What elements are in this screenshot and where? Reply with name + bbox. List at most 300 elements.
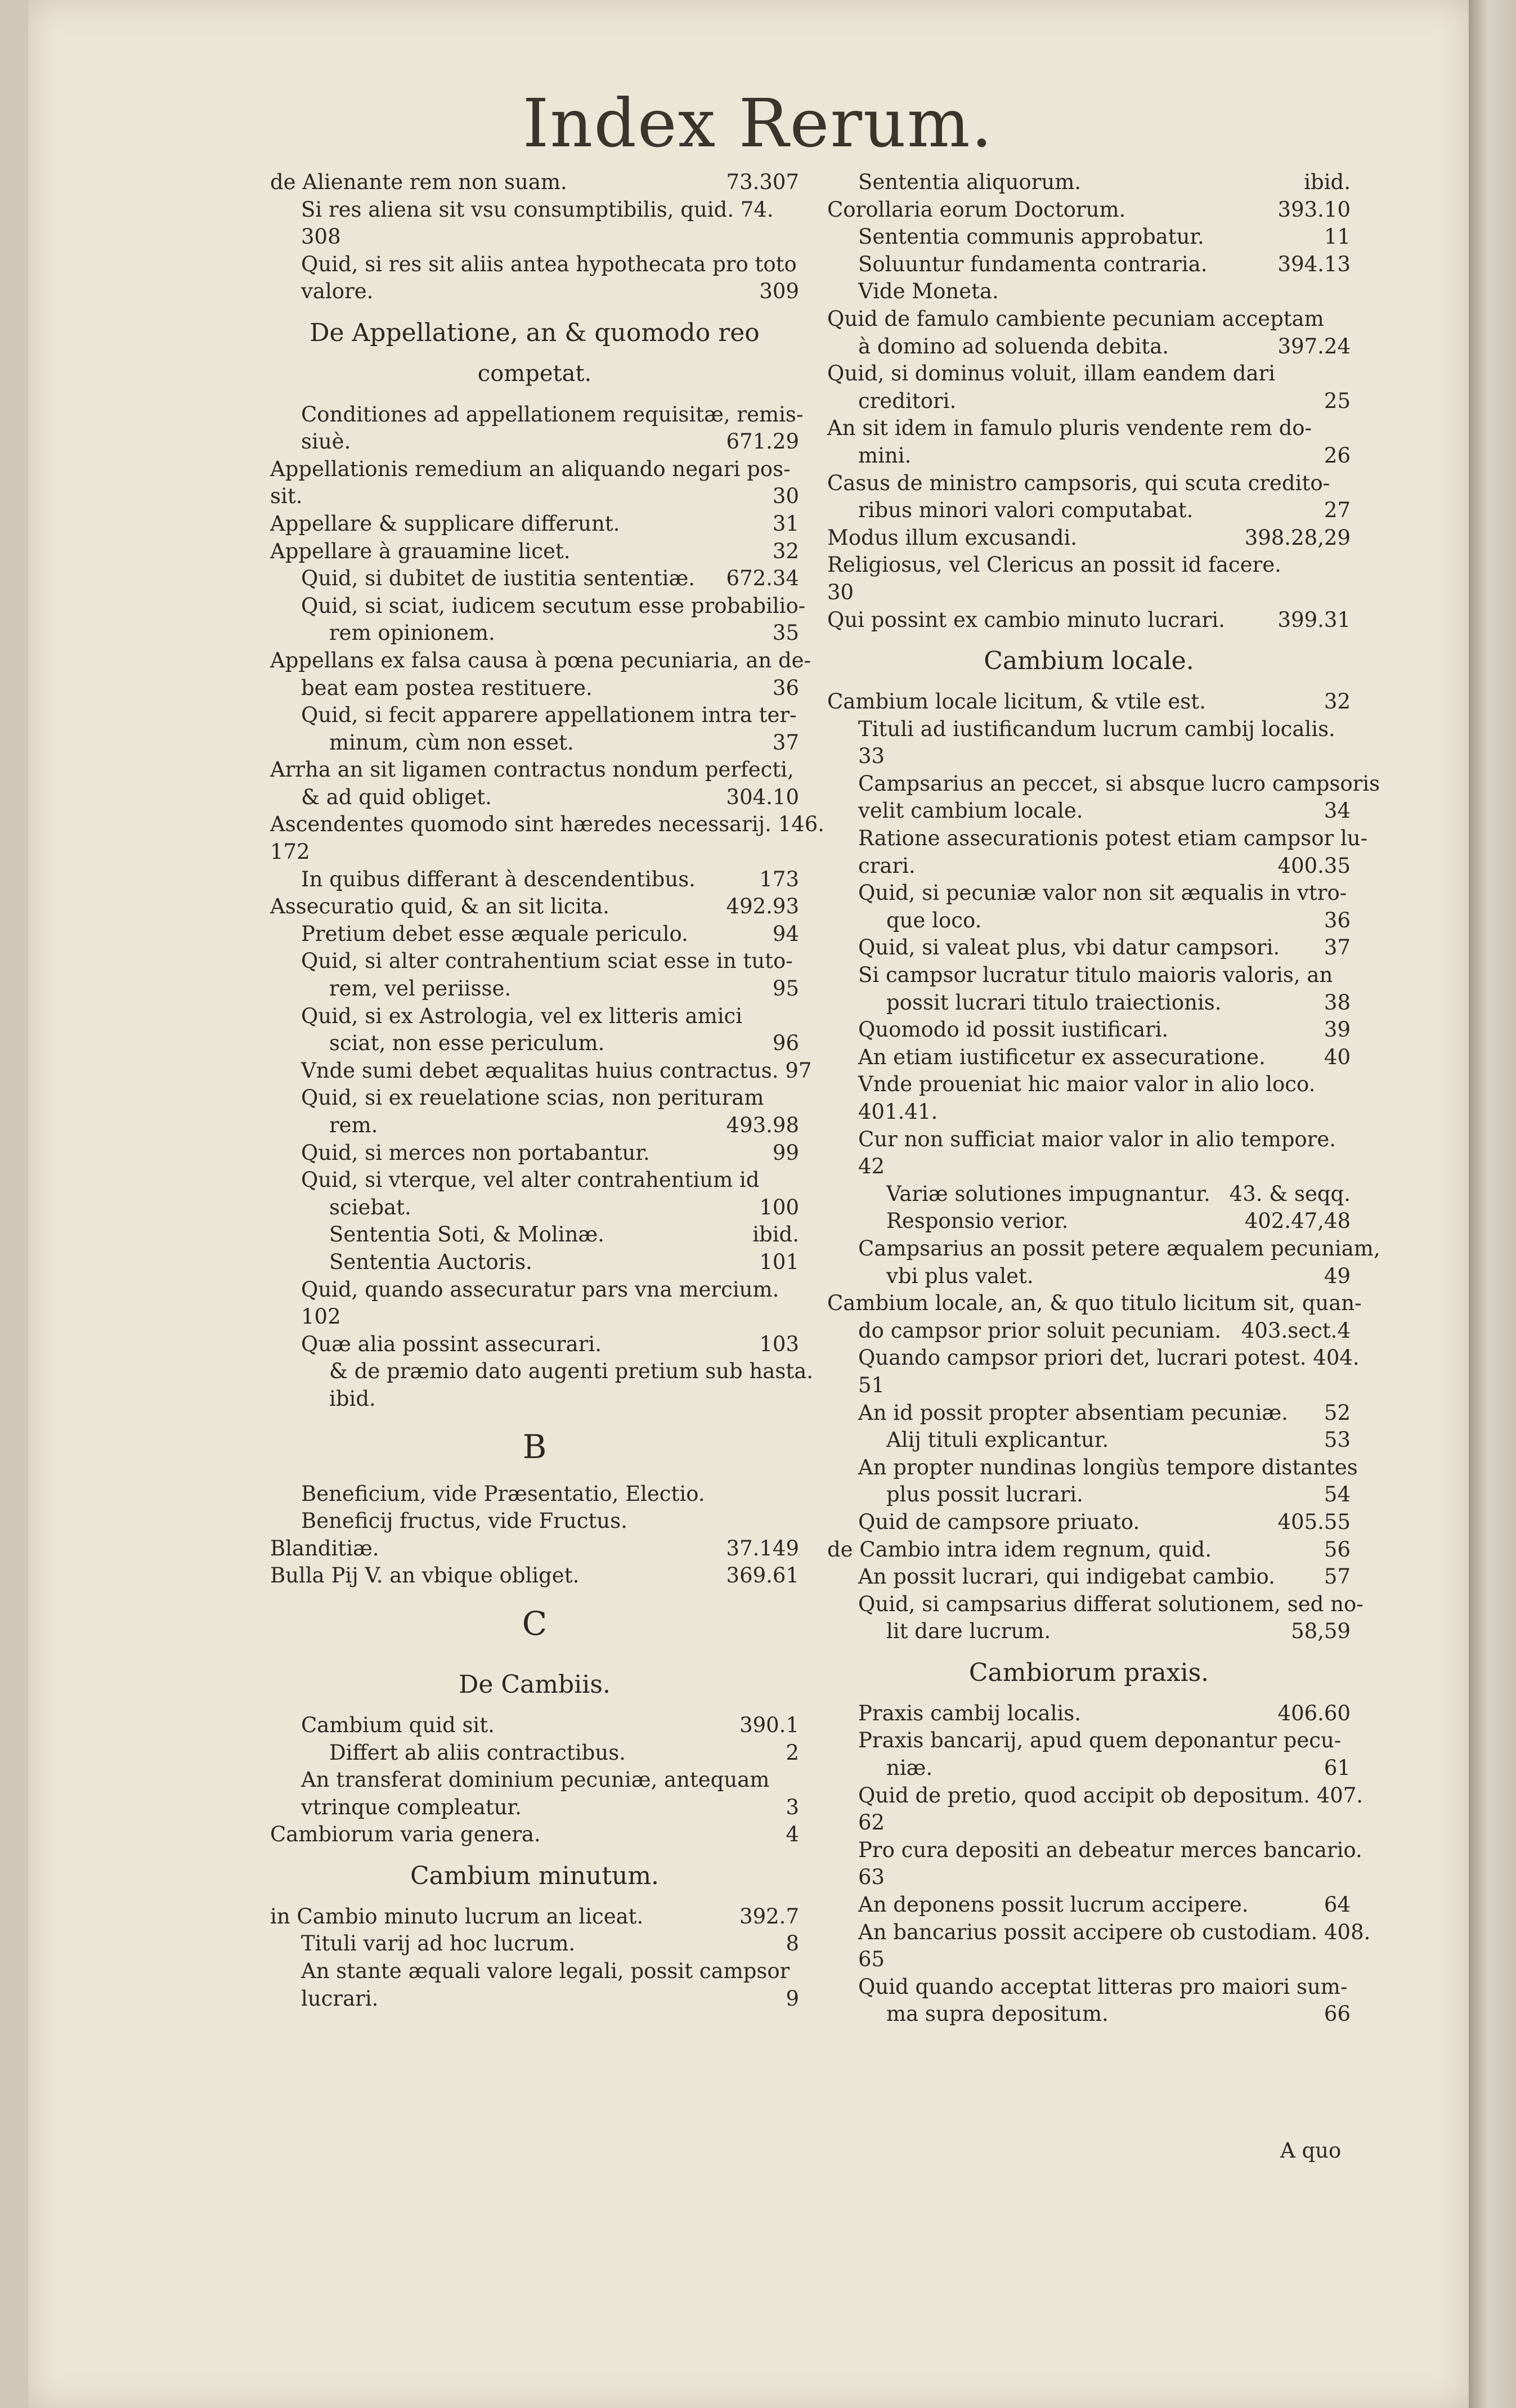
entry-text: ribus minori valori computabat. (858, 498, 1194, 523)
entry-text: Cambium quid sit. (301, 1712, 495, 1737)
entry-text: de Alienante rem non suam. (270, 170, 567, 194)
entry-page-ref: 96 (772, 1031, 799, 1056)
entry-text: 42 (858, 1154, 885, 1179)
entry-text: Quid, si dominus voluit, illam eandem dari (827, 361, 1276, 386)
entry-page-ref: 397.24 (1277, 334, 1351, 358)
entry-text: Corollaria eorum Doctorum. (827, 197, 1126, 222)
index-entry (827, 388, 1351, 415)
index-entry (270, 278, 799, 306)
index-entry (827, 524, 1351, 552)
index-entry (827, 1317, 1351, 1345)
entry-text: Beneficium, vide Præsentatio, Electio. (301, 1481, 705, 1506)
entry-text: siuè. (301, 429, 351, 454)
entry-text: Quid, si campsarius differat solutionem, sed no- (858, 1591, 1363, 1616)
entry-text: ma supra depositum. (886, 2002, 1109, 2026)
index-entry (827, 223, 1351, 251)
index-entry (270, 1331, 799, 1358)
entry-text: Appellare & supplicare differunt. (270, 511, 620, 536)
entry-text: Quid, si ex reuelatione scias, non perituram (301, 1086, 764, 1110)
index-entry (827, 907, 1351, 935)
entry-text: Campsarius an possit petere æqualem pecuniam, (858, 1236, 1380, 1261)
entry-text: Praxis cambij localis. (858, 1701, 1082, 1725)
entry-text: vbi plus valet. (886, 1263, 1034, 1288)
entry-text: Modus illum excusandi. (827, 525, 1078, 550)
entry-page-ref: 8 (786, 1931, 799, 1956)
index-entry (827, 1454, 1358, 1482)
entry-text: Vide Moneta. (858, 279, 999, 304)
page-title: Index Rerum. (522, 84, 994, 162)
entry-page-ref: 37.149 (726, 1536, 799, 1561)
entry-text: do campsor prior soluit pecuniam. (858, 1318, 1222, 1343)
index-entry (270, 1385, 799, 1413)
entry-page-ref: 304.10 (726, 784, 799, 809)
index-entry (827, 962, 1351, 989)
entry-text: Cambium locale licitum, & vtile est. (827, 689, 1206, 714)
entry-text: Quid, si pecuniæ valor non sit æqualis in vtro- (858, 881, 1347, 905)
index-entry (827, 1263, 1351, 1290)
entry-text: vtrinque compleatur. (301, 1795, 522, 1819)
entry-text: Quid, si valeat plus, vbi datur campsori. (858, 935, 1280, 960)
index-entry (270, 1766, 799, 1794)
section-heading: Cambium minutum. (410, 1861, 660, 1890)
entry-text: Bulla Pij V. an vbique obliget. (270, 1563, 580, 1588)
entry-text: 33 (858, 744, 885, 769)
section-heading-cont: competat. (477, 360, 592, 387)
entry-text: velit cambium locale. (858, 799, 1083, 823)
index-entry (827, 797, 1351, 825)
entry-page-ref: 9 (786, 1986, 799, 2011)
entry-text: Soluuntur fundamenta contraria. (858, 252, 1208, 276)
index-entry (270, 1084, 799, 1112)
index-entry (827, 196, 1351, 224)
entry-page-ref: 38 (1324, 990, 1351, 1015)
index-entry (270, 1140, 799, 1167)
index-entry (827, 1044, 1351, 1071)
index-entry (270, 1958, 799, 1985)
index-entry (827, 1618, 1351, 1645)
index-entry (827, 1126, 1351, 1154)
index-entry (270, 456, 799, 483)
entry-text: plus possit lucrari. (886, 1482, 1083, 1507)
entry-text: Quid, si merces non portabantur. (301, 1140, 650, 1165)
index-entry (270, 1930, 799, 1958)
entry-page-ref: 173 (759, 867, 799, 891)
index-entry (270, 1508, 799, 1535)
index-entry (270, 756, 799, 784)
index-entry (827, 716, 1351, 743)
entry-text: Quid, si ex Astrologia, vel ex litteris amici (301, 1003, 743, 1028)
entry-text: Quid de famulo cambiente pecuniam acceptam (827, 306, 1324, 331)
section-heading: De Cambiis. (459, 1670, 611, 1699)
index-entry (827, 1509, 1351, 1536)
index-entry (270, 729, 799, 757)
index-entry (827, 1181, 1351, 1208)
entry-text: Praxis bancarij, apud quem deponantur pecu- (858, 1728, 1342, 1753)
index-entry (270, 1112, 799, 1140)
entry-page-ref: 37 (1324, 935, 1351, 960)
entry-page-ref: 671.29 (726, 429, 799, 454)
entry-text: Differt ab aliis contractibus. (329, 1740, 626, 1765)
entry-page-ref: 40 (1324, 1044, 1351, 1069)
entry-text: Cambiorum varia genera. (270, 1822, 541, 1847)
entry-text: 102 (301, 1304, 341, 1329)
index-entry (270, 565, 799, 593)
entry-text: 63 (858, 1865, 885, 1890)
index-entry (827, 1809, 1351, 1837)
entry-text: Campsarius an peccet, si absque lucro campsoris (858, 771, 1380, 796)
entry-text: Religiosus, vel Clericus an possit id facere. (827, 553, 1281, 577)
entry-text: mini. (858, 443, 912, 468)
entry-page-ref: 399.31 (1277, 607, 1351, 632)
entry-page-ref: 95 (772, 976, 799, 1001)
index-entry (270, 1276, 799, 1304)
entry-page-ref: 56 (1324, 1537, 1351, 1562)
entry-page-ref: ibid. (752, 1222, 799, 1247)
entry-text: lucrari. (301, 1986, 379, 2011)
entry-text: sciat, non esse periculum. (329, 1031, 605, 1056)
entry-text: 65 (858, 1947, 885, 1972)
entry-text: An bancarius possit accipere ob custodiam. 408. (858, 1920, 1371, 1944)
entry-page-ref: 3 (786, 1795, 799, 1819)
entry-text: Responsio verior. (886, 1209, 1069, 1234)
index-entry (270, 1903, 799, 1931)
index-entry (270, 251, 799, 279)
entry-text: Quid, si vterque, vel alter contrahentium id (301, 1168, 760, 1192)
index-entry (827, 169, 1351, 196)
index-entry (827, 551, 1351, 579)
entry-page-ref: 35 (772, 621, 799, 645)
section-heading: Cambium locale. (984, 647, 1194, 676)
index-entry (270, 593, 806, 620)
entry-page-ref: 36 (1324, 908, 1351, 932)
entry-text: à domino ad soluenda debita. (858, 334, 1169, 358)
index-entry (827, 497, 1351, 524)
index-entry (827, 1919, 1371, 1947)
entry-page-ref: 390.1 (739, 1712, 799, 1737)
entry-text: An propter nundinas longiùs tempore distantes (858, 1455, 1358, 1479)
index-entry (827, 1974, 1351, 2001)
entry-page-ref: 73.307 (726, 170, 799, 194)
index-entry (827, 1700, 1351, 1728)
entry-page-ref: 2 (786, 1740, 799, 1765)
index-entry (827, 1563, 1351, 1591)
entry-page-ref: 400.35 (1277, 853, 1351, 878)
entry-page-ref: 64 (1324, 1893, 1351, 1917)
entry-text: Cambium locale, an, & quo titulo licitum sit, quan- (827, 1291, 1362, 1316)
index-entry (827, 1727, 1351, 1755)
index-entry (827, 579, 1351, 607)
section-heading: Cambiorum praxis. (968, 1658, 1209, 1687)
entry-text: Ratione assecurationis potest etiam campsor lu- (858, 826, 1368, 851)
entry-page-ref: 402.47,48 (1244, 1209, 1351, 1234)
index-entry (827, 1481, 1351, 1509)
entry-text: Quid, si res sit aliis antea hypothecata pro toto (301, 252, 797, 276)
entry-text: Sententia Soti, & Molinæ. (329, 1222, 604, 1247)
entry-page-ref: 30 (772, 484, 799, 509)
entry-text: 30 (827, 580, 854, 604)
entry-page-ref: 58,59 (1291, 1619, 1351, 1644)
index-entry (827, 1864, 1351, 1891)
index-entry (827, 688, 1351, 716)
index-entry (270, 1358, 814, 1385)
entry-text: 51 (858, 1373, 885, 1397)
entry-text: creditori. (858, 388, 957, 413)
entry-text: Vnde proueniat hic maior valor in alio loco. (858, 1072, 1316, 1097)
section-letter: B (522, 1427, 547, 1466)
entry-page-ref: 309 (759, 279, 799, 304)
entry-text: Variæ solutiones impugnantur. (886, 1181, 1210, 1206)
entry-page-ref: 99 (772, 1140, 799, 1165)
entry-text: Conditiones ad appellationem requisitæ, remis- (301, 402, 804, 427)
entry-text: An deponens possit lucrum accipere. (858, 1893, 1249, 1917)
index-entry (270, 510, 799, 538)
entry-text: in Cambio minuto lucrum an liceat. (270, 1904, 644, 1929)
entry-text: Quid, si alter contrahentium sciat esse in tuto- (301, 949, 793, 974)
index-entry (270, 647, 811, 675)
index-entry (827, 607, 1351, 634)
index-entry (270, 1985, 799, 2013)
entry-page-ref: ibid. (1304, 170, 1351, 194)
entry-text: 401.41. (858, 1100, 938, 1124)
entry-page-ref: 32 (772, 539, 799, 563)
entry-page-ref: 27 (1324, 498, 1351, 523)
entry-page-ref: 32 (1324, 689, 1351, 714)
index-entry (270, 1535, 799, 1563)
entry-text: ibid. (329, 1386, 376, 1411)
entry-page-ref: 392.7 (739, 1904, 799, 1929)
entry-page-ref: 57 (1324, 1564, 1351, 1589)
index-entry (827, 1290, 1362, 1317)
entry-text: crari. (858, 853, 916, 878)
entry-page-ref: 11 (1324, 225, 1351, 249)
entry-page-ref: 43. & seqq. (1229, 1181, 1351, 1206)
index-entry (270, 811, 825, 838)
entry-page-ref: 52 (1324, 1400, 1351, 1425)
entry-page-ref: 393.10 (1277, 197, 1351, 222)
entry-page-ref: 26 (1324, 443, 1351, 468)
entry-page-ref: 31 (772, 511, 799, 536)
entry-page-ref: 36 (772, 675, 799, 700)
entry-page-ref: 398.28,29 (1244, 525, 1351, 550)
index-entry (270, 975, 799, 1003)
index-entry (270, 1562, 799, 1590)
index-entry (827, 360, 1351, 388)
index-entry (270, 169, 799, 196)
index-entry (827, 442, 1351, 470)
entry-page-ref: 103 (759, 1331, 799, 1356)
index-entry (270, 1030, 799, 1057)
entry-text: & de præmio dato augenti pretium sub hasta. (329, 1359, 814, 1384)
index-entry (827, 1400, 1351, 1427)
entry-text: Appellare à grauamine licet. (270, 539, 571, 563)
index-entry (827, 1755, 1351, 1782)
index-entry (270, 838, 799, 866)
index-entry (827, 1946, 1351, 1974)
index-entry (827, 1427, 1351, 1454)
index-entry (270, 428, 799, 456)
entry-page-ref: 492.93 (726, 894, 799, 919)
index-entry (827, 1208, 1351, 1235)
entry-page-ref: 37 (772, 730, 799, 755)
entry-text: & ad quid obliget. (301, 784, 492, 809)
entry-page-ref: 493.98 (726, 1113, 799, 1137)
entry-text: Sententia Auctoris. (329, 1249, 532, 1274)
entry-text: Sententia aliquorum. (858, 170, 1082, 194)
entry-text: An sit idem in famulo pluris vendente rem do- (827, 416, 1312, 441)
index-entry (827, 470, 1351, 497)
entry-text: An id possit propter absentiam pecuniæ. (858, 1400, 1288, 1425)
index-entry (270, 1481, 799, 1508)
entry-text: Si res aliena sit vsu consumptibilis, quid. 74. (301, 197, 774, 222)
index-entry (827, 1536, 1351, 1564)
page-edge (1469, 0, 1516, 2408)
entry-text: que loco. (886, 908, 982, 932)
index-entry (827, 251, 1351, 279)
entry-text: Quid, si dubitet de iustitia sententiæ. (301, 566, 695, 591)
entry-text: An transferat dominium pecuniæ, antequam (301, 1768, 770, 1792)
entry-text: sit. (270, 484, 303, 509)
index-entry (270, 620, 799, 647)
index-entry (827, 1344, 1360, 1372)
entry-text: beat eam postea restituere. (301, 675, 593, 700)
index-entry (270, 948, 799, 975)
entry-text: Quid, quando assecuratur pars vna mercium. (301, 1277, 779, 1302)
entry-text: Ascendentes quomodo sint hæredes necessarij. 146. (270, 812, 825, 837)
index-entry (270, 1057, 812, 1085)
entry-text: rem opinionem. (329, 621, 495, 645)
index-entry (270, 196, 799, 224)
entry-text: Pro cura depositi an debeatur merces bancario. (858, 1837, 1362, 1862)
index-entry (827, 880, 1351, 907)
index-entry (827, 1372, 1351, 1400)
entry-page-ref: 405.55 (1277, 1509, 1351, 1534)
index-entry (270, 784, 799, 811)
entry-text: minum, cùm non esset. (329, 730, 574, 755)
entry-text: Quid, si fecit apparere appellationem intra ter- (301, 703, 797, 728)
index-entry (827, 743, 1351, 770)
entry-page-ref: 66 (1324, 2002, 1351, 2026)
entry-text: Quæ alia possint assecurari. (301, 1331, 602, 1356)
index-column-right (827, 169, 1380, 2028)
entry-page-ref: 672.34 (726, 566, 799, 591)
entry-page-ref: 53 (1324, 1428, 1351, 1452)
entry-page-ref: 369.61 (726, 1563, 799, 1588)
entry-text: Quid de campsore priuato. (858, 1509, 1140, 1534)
entry-page-ref: 394.13 (1277, 252, 1351, 276)
entry-text: Casus de ministro campsoris, qui scuta credito- (827, 470, 1330, 495)
index-entry (270, 401, 804, 429)
entry-text: Quid de pretio, quod accipit ob depositum. 407. (858, 1783, 1363, 1808)
entry-text: Quid, si sciat, iudicem secutum esse probabilio- (301, 593, 806, 618)
entry-page-ref: 406.60 (1277, 1701, 1351, 1725)
catchword: A quo (1280, 2138, 1342, 2163)
index-entry (827, 934, 1351, 962)
entry-text: An possit lucrari, qui indigebat cambio. (858, 1564, 1275, 1589)
entry-text: 308 (301, 225, 341, 249)
index-entry (270, 1712, 799, 1739)
entry-text: An etiam iustificetur ex assecuratione. (858, 1044, 1266, 1069)
index-entry (270, 893, 799, 921)
index-entry (270, 1221, 799, 1249)
entry-text: Beneficij fructus, vide Fructus. (301, 1509, 627, 1533)
entry-page-ref: 25 (1324, 388, 1351, 413)
entry-page-ref: 101 (759, 1249, 799, 1274)
entry-text: de Cambio intra idem regnum, quid. (827, 1537, 1212, 1562)
index-entry (270, 702, 799, 729)
index-entry (827, 2001, 1351, 2028)
index-entry (827, 1782, 1363, 1810)
entry-page-ref: 54 (1324, 1482, 1351, 1507)
entry-text: possit lucrari titulo traiectionis. (886, 990, 1222, 1015)
index-entry (270, 1249, 799, 1276)
entry-text: 172 (270, 840, 310, 864)
entry-page-ref: 94 (772, 921, 799, 946)
index-entry (827, 333, 1351, 361)
entry-text: Pretium debet esse æquale periculo. (301, 921, 688, 946)
entry-text: rem. (329, 1113, 378, 1137)
entry-page-ref: 403.sect.4 (1241, 1318, 1351, 1343)
index-entry (270, 1821, 799, 1849)
index-entry (827, 1016, 1351, 1044)
index-entry (270, 1794, 799, 1822)
index-entry (827, 825, 1368, 853)
entry-text: Appellans ex falsa causa à pœna pecuniaria, an de- (270, 648, 811, 672)
index-entry (270, 1003, 799, 1030)
entry-text: 62 (858, 1810, 885, 1835)
entry-text: Si campsor lucratur titulo maioris valoris, an (858, 963, 1333, 988)
entry-text: Blanditiæ. (270, 1536, 379, 1561)
entry-page-ref: 39 (1324, 1017, 1351, 1042)
entry-page-ref: 4 (786, 1822, 799, 1847)
index-entry (270, 483, 799, 510)
entry-text: Tituli ad iustificandum lucrum cambij localis. (858, 716, 1335, 741)
entry-text: Appellationis remedium an aliquando negari pos- (270, 456, 791, 481)
index-entry (827, 306, 1351, 333)
entry-text: sciebat. (329, 1195, 411, 1219)
entry-text: Quando campsor priori det, lucrari potest. 404. (858, 1346, 1360, 1370)
spacer (270, 388, 799, 401)
index-entry (270, 866, 799, 894)
index-entry (827, 1837, 1362, 1864)
entry-page-ref: 49 (1324, 1263, 1351, 1288)
index-entry (827, 1235, 1380, 1263)
index-entry (827, 853, 1351, 880)
section-letter: C (522, 1604, 548, 1643)
index-entry (827, 989, 1351, 1017)
index-entry (827, 1153, 1351, 1181)
entry-text: rem, vel periisse. (329, 976, 512, 1001)
index-entry (827, 1591, 1363, 1618)
entry-text: Tituli varij ad hoc lucrum. (301, 1931, 576, 1956)
index-entry (270, 675, 799, 702)
index-entry (827, 770, 1380, 798)
entry-text: Qui possint ex cambio minuto lucrari. (827, 607, 1225, 632)
index-column-left (270, 169, 825, 2012)
index-entry (827, 415, 1351, 442)
entry-text: Assecuratio quid, & an sit licita. (270, 894, 609, 919)
entry-page-ref: 34 (1324, 799, 1351, 823)
index-entry (827, 1098, 1351, 1126)
entry-text: Sententia communis approbatur. (858, 225, 1204, 249)
entry-text: Quid quando acceptat litteras pro maiori sum- (858, 1974, 1348, 1999)
index-entry (270, 921, 799, 948)
entry-text: niæ. (886, 1756, 933, 1781)
index-entry (270, 223, 799, 251)
index-entry (270, 1167, 799, 1194)
index-entry (827, 278, 1351, 306)
entry-page-ref: 61 (1324, 1756, 1351, 1781)
entry-text: lit dare lucrum. (886, 1619, 1051, 1644)
